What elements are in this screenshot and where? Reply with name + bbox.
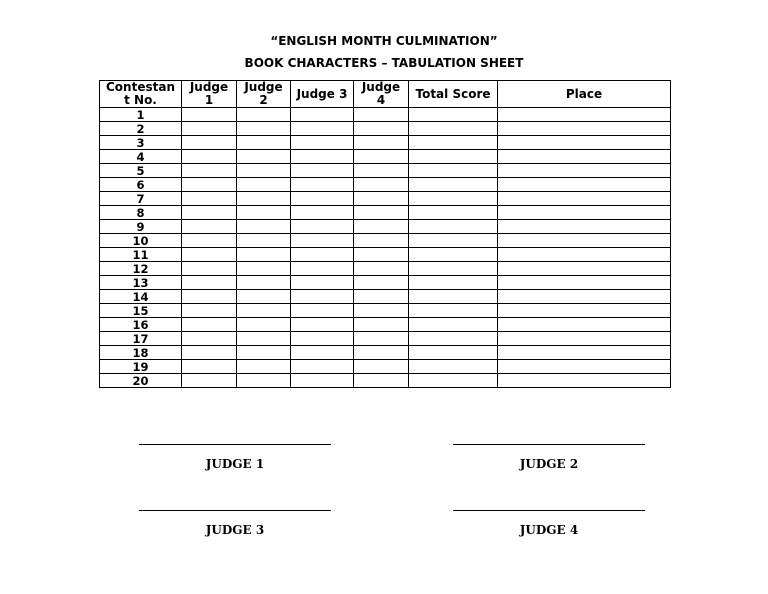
judge-1-cell	[182, 346, 237, 360]
table-row	[100, 304, 671, 318]
signature-line	[139, 444, 331, 445]
judge-4-cell	[354, 234, 409, 248]
table-row	[100, 248, 671, 262]
judge-3-cell	[291, 332, 354, 346]
total-score-cell	[409, 332, 498, 346]
place-cell	[498, 136, 671, 150]
judge-2-cell	[237, 220, 291, 234]
total-score-cell	[409, 150, 498, 164]
judge-1-cell	[182, 164, 237, 178]
contestant-number-cell: 19	[100, 360, 182, 374]
total-score-cell	[409, 108, 498, 122]
judge-2-cell	[237, 290, 291, 304]
judge-1-cell	[182, 122, 237, 136]
judge-3-cell	[291, 374, 354, 388]
contestant-number-cell: 6	[100, 178, 182, 192]
total-score-cell	[409, 276, 498, 290]
total-score-cell	[409, 234, 498, 248]
judge-1-cell	[182, 108, 237, 122]
contestant-number-cell: 12	[100, 262, 182, 276]
place-cell	[498, 332, 671, 346]
signature-judge-1	[139, 444, 331, 471]
header-contestant-no: Contestan t No.	[100, 81, 182, 108]
judge-2-cell	[237, 234, 291, 248]
tabulation-table	[99, 80, 671, 388]
place-cell	[498, 248, 671, 262]
judge-3-cell	[291, 276, 354, 290]
judge-1-cell	[182, 136, 237, 150]
table-row	[100, 220, 671, 234]
total-score-cell	[409, 248, 498, 262]
judge-3-cell	[291, 262, 354, 276]
contestant-number-cell: 9	[100, 220, 182, 234]
contestant-number-cell: 15	[100, 304, 182, 318]
total-score-cell	[409, 122, 498, 136]
contestant-number-cell: 20	[100, 374, 182, 388]
judge-2-cell	[237, 276, 291, 290]
judge-2-cell	[237, 248, 291, 262]
place-cell	[498, 192, 671, 206]
judge-2-cell	[237, 346, 291, 360]
signature-label: JUDGE 2	[519, 457, 579, 471]
judge-2-cell	[237, 164, 291, 178]
place-cell	[498, 360, 671, 374]
judge-3-cell	[291, 122, 354, 136]
total-score-cell	[409, 304, 498, 318]
total-score-cell	[409, 192, 498, 206]
judge-3-cell	[291, 304, 354, 318]
judge-3-cell	[291, 206, 354, 220]
judge-1-cell	[182, 304, 237, 318]
place-cell	[498, 346, 671, 360]
judge-1-cell	[182, 290, 237, 304]
table-row	[100, 262, 671, 276]
place-cell	[498, 164, 671, 178]
table-row	[100, 108, 671, 122]
header-total-score: Total Score	[409, 81, 498, 108]
judge-4-cell	[354, 262, 409, 276]
total-score-cell	[409, 136, 498, 150]
signature-label: JUDGE 4	[519, 523, 579, 537]
place-cell	[498, 374, 671, 388]
table-row	[100, 136, 671, 150]
total-score-cell	[409, 164, 498, 178]
total-score-cell	[409, 206, 498, 220]
contestant-number-cell: 3	[100, 136, 182, 150]
table-row	[100, 346, 671, 360]
total-score-cell	[409, 360, 498, 374]
contestant-number-cell: 17	[100, 332, 182, 346]
judge-1-cell	[182, 192, 237, 206]
judge-4-cell	[354, 360, 409, 374]
judge-4-cell	[354, 374, 409, 388]
contestant-number-cell: 14	[100, 290, 182, 304]
judge-3-cell	[291, 192, 354, 206]
judge-4-cell	[354, 276, 409, 290]
table-row	[100, 332, 671, 346]
contestant-number-cell: 16	[100, 318, 182, 332]
total-score-cell	[409, 346, 498, 360]
document-subtitle: BOOK CHARACTERS – TABULATION SHEET	[244, 56, 524, 70]
judge-1-cell	[182, 318, 237, 332]
header-place: Place	[498, 81, 671, 108]
table-row	[100, 122, 671, 136]
judge-4-cell	[354, 178, 409, 192]
judge-1-cell	[182, 360, 237, 374]
judge-4-cell	[354, 136, 409, 150]
table-row	[100, 234, 671, 248]
judge-3-cell	[291, 136, 354, 150]
table-row	[100, 192, 671, 206]
document-title: “ENGLISH MONTH CULMINATION”	[270, 34, 498, 48]
place-cell	[498, 318, 671, 332]
judge-2-cell	[237, 136, 291, 150]
total-score-cell	[409, 374, 498, 388]
judge-4-cell	[354, 248, 409, 262]
judge-4-cell	[354, 318, 409, 332]
judge-2-cell	[237, 374, 291, 388]
judge-1-cell	[182, 206, 237, 220]
judge-4-cell	[354, 206, 409, 220]
place-cell	[498, 108, 671, 122]
place-cell	[498, 290, 671, 304]
judge-3-cell	[291, 248, 354, 262]
judge-2-cell	[237, 206, 291, 220]
place-cell	[498, 220, 671, 234]
table-row	[100, 318, 671, 332]
header-judge-2: Judge 2	[237, 81, 291, 108]
judge-1-cell	[182, 262, 237, 276]
header-judge-1: Judge 1	[182, 81, 237, 108]
judge-2-cell	[237, 192, 291, 206]
judge-1-cell	[182, 276, 237, 290]
contestant-number-cell: 5	[100, 164, 182, 178]
signature-line	[139, 510, 331, 511]
place-cell	[498, 262, 671, 276]
judge-3-cell	[291, 220, 354, 234]
judge-2-cell	[237, 360, 291, 374]
judge-1-cell	[182, 234, 237, 248]
contestant-number-cell: 13	[100, 276, 182, 290]
signature-judge-4	[453, 510, 645, 537]
judge-2-cell	[237, 332, 291, 346]
judge-2-cell	[237, 178, 291, 192]
judge-2-cell	[237, 122, 291, 136]
place-cell	[498, 178, 671, 192]
table-row	[100, 290, 671, 304]
judge-4-cell	[354, 332, 409, 346]
contestant-number-cell: 1	[100, 108, 182, 122]
judge-3-cell	[291, 178, 354, 192]
judge-2-cell	[237, 318, 291, 332]
judge-3-cell	[291, 318, 354, 332]
table-row	[100, 276, 671, 290]
table-row	[100, 374, 671, 388]
judge-1-cell	[182, 178, 237, 192]
total-score-cell	[409, 290, 498, 304]
place-cell	[498, 122, 671, 136]
signature-line	[453, 444, 645, 445]
place-cell	[498, 150, 671, 164]
judge-4-cell	[354, 220, 409, 234]
total-score-cell	[409, 178, 498, 192]
judge-3-cell	[291, 150, 354, 164]
judge-3-cell	[291, 234, 354, 248]
table-row	[100, 150, 671, 164]
judge-2-cell	[237, 262, 291, 276]
signature-line	[453, 510, 645, 511]
contestant-number-cell: 8	[100, 206, 182, 220]
total-score-cell	[409, 220, 498, 234]
table-row	[100, 206, 671, 220]
judge-2-cell	[237, 108, 291, 122]
judge-3-cell	[291, 108, 354, 122]
judge-4-cell	[354, 150, 409, 164]
contestant-number-cell: 11	[100, 248, 182, 262]
total-score-cell	[409, 262, 498, 276]
table-row	[100, 164, 671, 178]
signature-judge-2	[453, 444, 645, 471]
judge-1-cell	[182, 150, 237, 164]
contestant-number-cell: 4	[100, 150, 182, 164]
signature-label: JUDGE 1	[205, 457, 265, 471]
contestant-number-cell: 2	[100, 122, 182, 136]
judge-3-cell	[291, 164, 354, 178]
judge-2-cell	[237, 150, 291, 164]
table-row	[100, 360, 671, 374]
judge-4-cell	[354, 164, 409, 178]
header-judge-3: Judge 3	[291, 81, 354, 108]
place-cell	[498, 234, 671, 248]
place-cell	[498, 276, 671, 290]
judge-1-cell	[182, 220, 237, 234]
contestant-number-cell: 10	[100, 234, 182, 248]
judge-4-cell	[354, 290, 409, 304]
place-cell	[498, 206, 671, 220]
judge-1-cell	[182, 374, 237, 388]
contestant-number-cell: 7	[100, 192, 182, 206]
place-cell	[498, 304, 671, 318]
table-body	[100, 108, 671, 388]
judge-2-cell	[237, 304, 291, 318]
header-judge-4: Judge 4	[354, 81, 409, 108]
judge-3-cell	[291, 346, 354, 360]
judge-4-cell	[354, 108, 409, 122]
table-row	[100, 178, 671, 192]
judge-4-cell	[354, 304, 409, 318]
contestant-number-cell: 18	[100, 346, 182, 360]
signature-label: JUDGE 3	[205, 523, 265, 537]
judge-1-cell	[182, 332, 237, 346]
judge-3-cell	[291, 290, 354, 304]
signature-judge-3	[139, 510, 331, 537]
judge-4-cell	[354, 192, 409, 206]
total-score-cell	[409, 318, 498, 332]
table-header-row	[100, 81, 671, 108]
judge-3-cell	[291, 360, 354, 374]
judge-1-cell	[182, 248, 237, 262]
judge-4-cell	[354, 122, 409, 136]
judge-4-cell	[354, 346, 409, 360]
